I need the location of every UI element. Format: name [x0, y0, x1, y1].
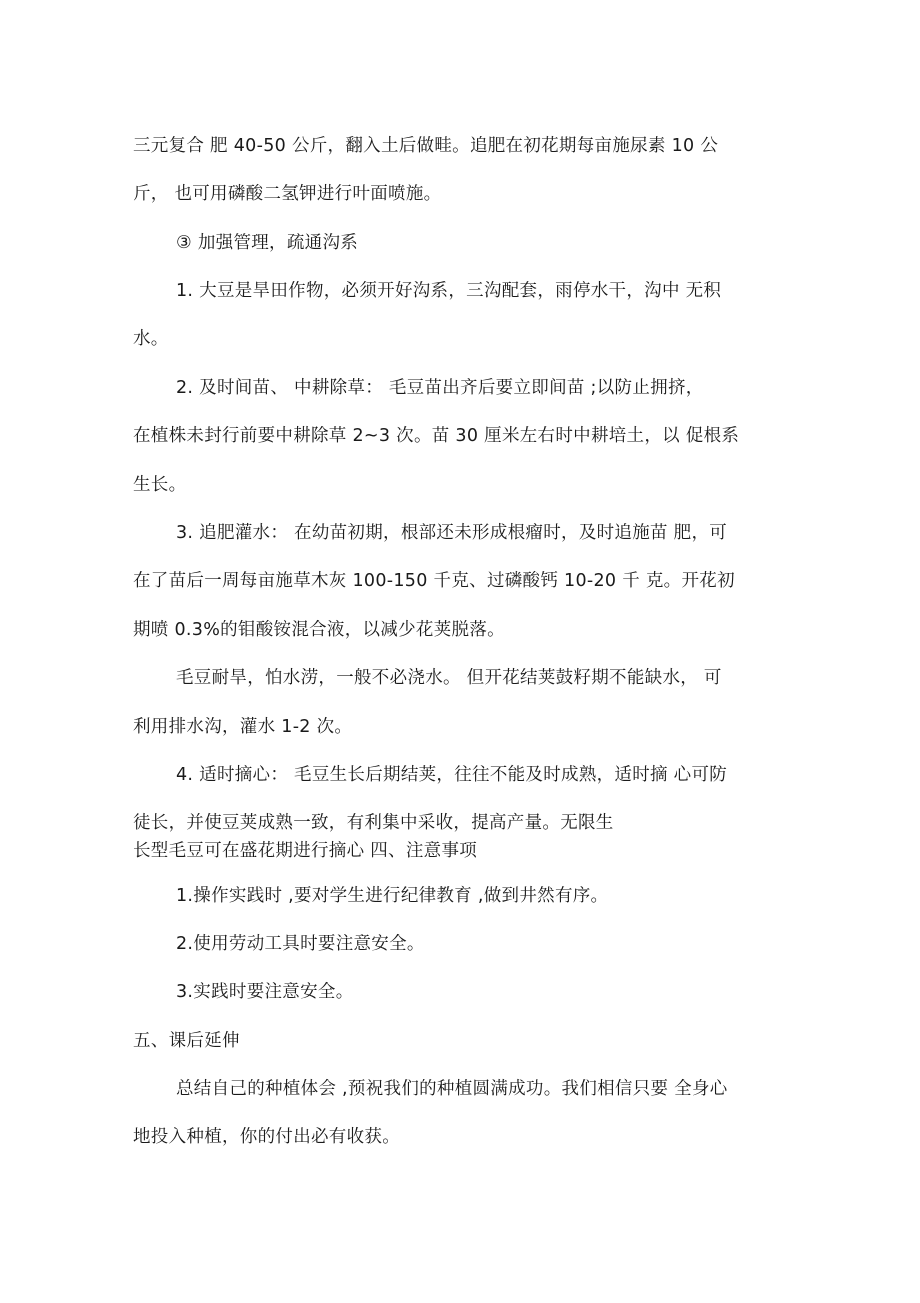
text-line: 毛豆耐旱，怕水涝，一般不必浇水。 但开花结荚鼓籽期不能缺水， 可 — [176, 668, 722, 688]
text-line: 生长。 — [133, 475, 187, 495]
text-line: 三元复合 肥 40-50 公斤，翻入土后做畦。追肥在初花期每亩施尿素 10 公 — [133, 136, 719, 156]
list-item: 2.使用劳动工具时要注意安全。 — [176, 934, 425, 954]
text-line: 斤， 也可用磷酸二氢钾进行叶面喷施。 — [133, 184, 442, 204]
text-line: 总结自己的种植体会 ,预祝我们的种植圆满成功。我们相信只要 全身心 — [176, 1079, 728, 1099]
text-line: 在了苗后一周每亩施草木灰 100-150 千克、过磷酸钙 10-20 千 克。开花初 — [133, 571, 735, 591]
text-line: 长型毛豆可在盛花期进行摘心 四、注意事项 — [133, 841, 478, 861]
section-heading: ③ 加强管理，疏通沟系 — [176, 233, 359, 253]
text-line: 徒长，并使豆荚成熟一致，有利集中采收，提高产量。无限生 — [133, 813, 614, 833]
section-heading: 五、课后延伸 — [133, 1031, 240, 1051]
text-line: 3. 追肥灌水： 在幼苗初期，根部还未形成根瘤时，及时追施苗 肥，可 — [176, 523, 728, 543]
text-line: 水。 — [133, 329, 169, 349]
text-line: 2. 及时间苗、 中耕除草： 毛豆苗出齐后要立即间苗 ;以防止拥挤， — [176, 378, 704, 398]
text-line: 在植株未封行前要中耕除草 2~3 次。苗 30 厘米左右时中耕培土，以 促根系 — [133, 426, 740, 446]
list-item: 3.实践时要注意安全。 — [176, 982, 354, 1002]
text-line: 1. 大豆是旱田作物，必须开好沟系，三沟配套，雨停水干，沟中 无积 — [176, 281, 722, 301]
text-line: 地投入种植，你的付出必有收获。 — [133, 1127, 400, 1147]
text-line: 期喷 0.3%的钼酸铵混合液，以减少花荚脱落。 — [133, 620, 505, 640]
text-line: 4. 适时摘心： 毛豆生长后期结荚，往往不能及时成熟，适时摘 心可防 — [176, 765, 728, 785]
list-item: 1.操作实践时 ,要对学生进行纪律教育 ,做到井然有序。 — [176, 886, 609, 906]
text-line: 利用排水沟，灌水 1-2 次。 — [133, 717, 353, 737]
